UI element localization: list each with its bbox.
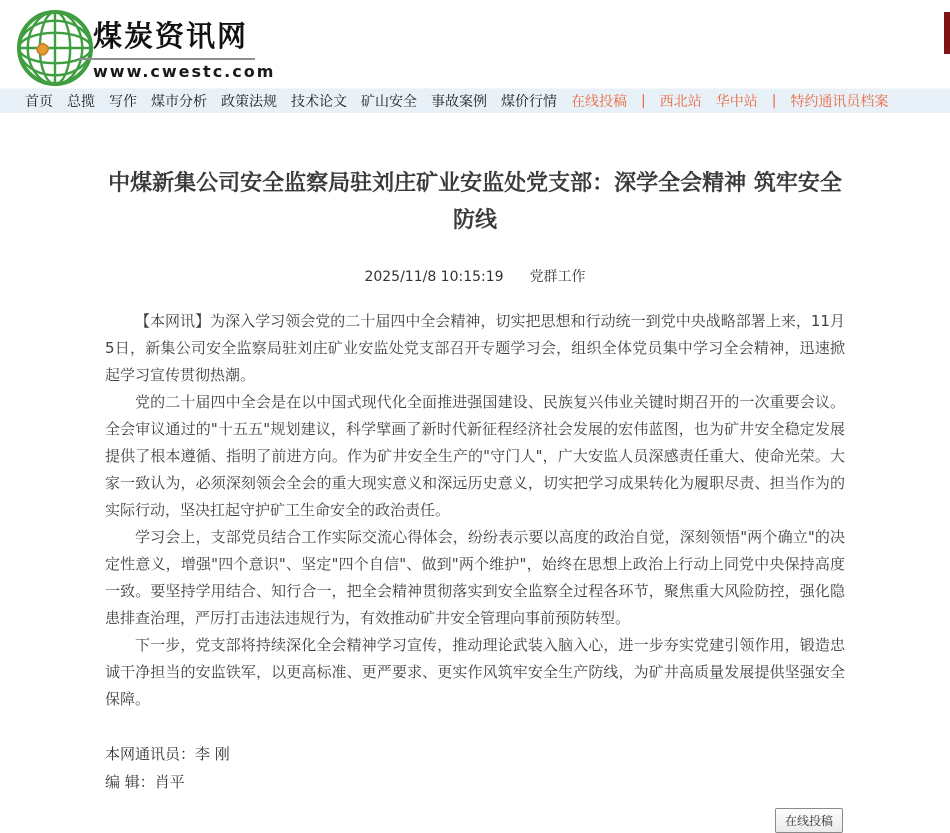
article-paragraph: 下一步，党支部将持续深化全会精神学习宣传，推动理论武装入脑入心，进一步夯实党建引领作用，锻造忠诚干净担当的安监铁军，以更高标准、更严要求、更实作风筑牢安全生产防线，为矿井高质量发展提供坚强安全保障。 [105, 636, 845, 708]
nav-item-2[interactable]: 写作 [109, 94, 137, 110]
main-nav [0, 88, 950, 113]
nav-separator: | [641, 93, 646, 109]
article-meta [105, 266, 845, 286]
article-date: 2025/11/8 10:15:19 [364, 269, 504, 285]
correspondent-line: 本网通讯员：李 刚 [105, 745, 230, 763]
article-title: 中煤新集公司安全监察局驻刘庄矿业安监处党支部：深学全会精神 筑牢安全防线 [108, 171, 842, 233]
nav-item-3[interactable]: 煤市分析 [151, 94, 207, 110]
site-header [0, 0, 950, 88]
globe-icon [15, 8, 95, 92]
nav-item-5[interactable]: 技术论文 [291, 94, 347, 110]
article-container [105, 165, 845, 833]
submit-row [105, 808, 845, 833]
article-category-link[interactable]: 党群工作 [529, 269, 586, 285]
site-url: www.cwestc.com [93, 62, 276, 81]
site-logo[interactable] [15, 6, 276, 88]
article-paragraph: 党的二十届四中全会是在以中国式现代化全面推进强国建设、民族复兴伟业关键时期召开的一次重要会议。全会审议通过的"十五五"规划建议，科学擘画了新时代新征程经济社会发展的宏伟蓝图，也为矿井安全稳定发展提供了根本遵循、指明了前进方向。作为矿井安全生产的"守门人"，广大安监人员深感责任重大、使命光荣。大家一致认为，必须深刻领会全会的重大现实意义和深远历史意义，切实把学习成果转化为履职尽责、担当作为的实际行动，坚决扛起守护矿工生命安全的政治责任。 [105, 393, 845, 519]
logo-text [93, 14, 276, 81]
nav-item-7[interactable]: 事故案例 [431, 94, 487, 110]
nav-item-9[interactable]: 在线投稿 [571, 94, 627, 110]
nav-item-11[interactable]: 西北站 [659, 94, 702, 110]
header-red-strip [944, 12, 950, 54]
editor-line: 编 辑：肖平 [105, 773, 185, 791]
logo-rule [79, 58, 255, 60]
nav-item-14[interactable]: 特约通讯员档案 [790, 94, 889, 110]
nav-item-6[interactable]: 矿山安全 [361, 94, 417, 110]
article-paragraph: 【本网讯】为深入学习领会党的二十届四中全会精神，切实把思想和行动统一到党中央战略部署上来，11月5日，新集公司安全监察局驻刘庄矿业安监处党支部召开专题学习会，组织全体党员集中学习全会精神，迅速掀起学习宣传贯彻热潮。 [105, 312, 845, 384]
nav-item-0[interactable]: 首页 [25, 94, 53, 110]
online-submit-button[interactable]: 在线投稿 [775, 808, 843, 833]
nav-separator: | [771, 93, 777, 109]
article-body [105, 308, 845, 713]
article-paragraph: 学习会上，支部党员结合工作实际交流心得体会，纷纷表示要以高度的政治自觉，深刻领悟"两个确立"的决定性意义，增强"四个意识"、坚定"四个自信"、做到"两个维护"，始终在思想上政治上行动上同党中央保持高度一致。要坚持学用结合、知行合一，把全会精神贯彻落实到安全监察全过程各环节，聚焦重大风险防控，强化隐患排查治理，严厉打击违法违规行为，有效推动矿井安全管理向事前预防转型。 [105, 528, 845, 627]
site-name: 煤炭资讯网 [93, 19, 249, 53]
nav-item-8[interactable]: 煤价行情 [501, 94, 557, 110]
nav-item-1[interactable]: 总揽 [67, 94, 95, 110]
nav-item-4[interactable]: 政策法规 [221, 94, 277, 110]
article-byline [105, 740, 845, 796]
nav-item-12[interactable]: 华中站 [715, 94, 758, 110]
